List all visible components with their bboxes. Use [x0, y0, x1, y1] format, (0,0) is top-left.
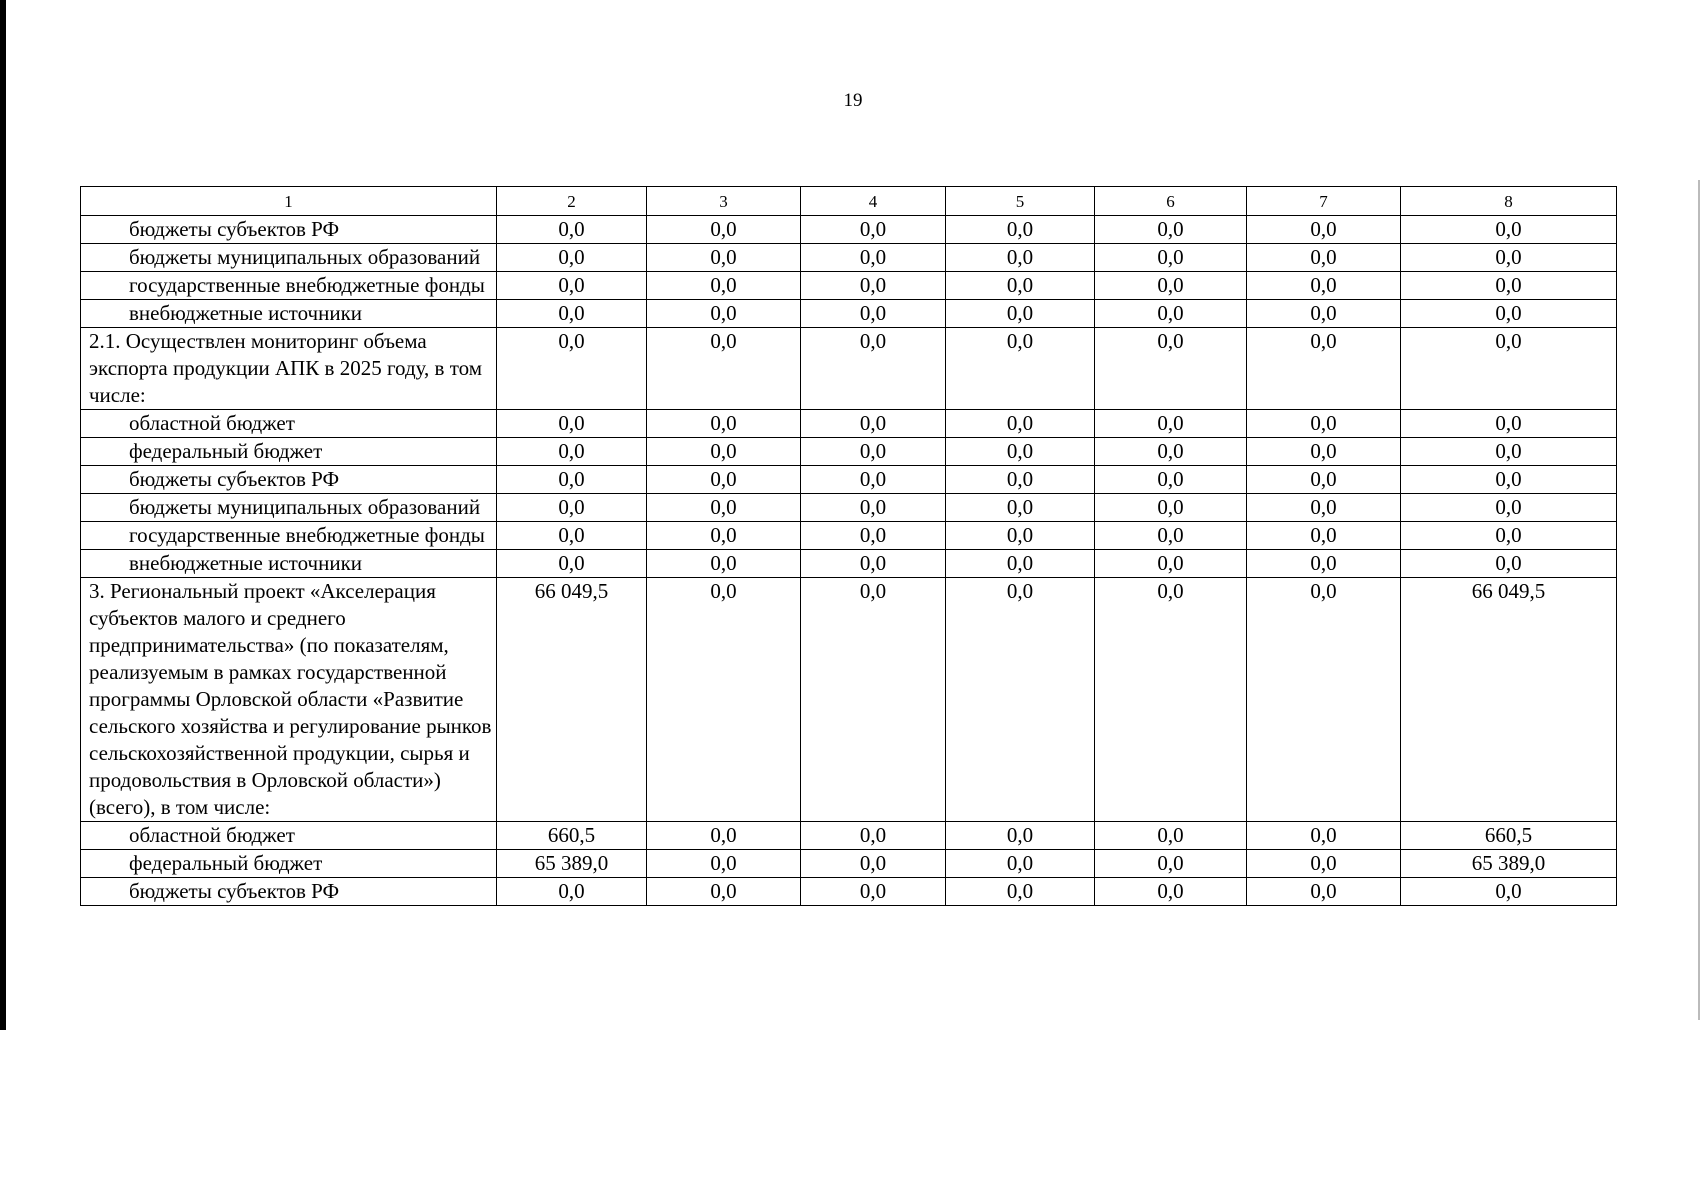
table-row — [81, 272, 1617, 300]
value-cell: 0,0 — [1095, 522, 1247, 550]
value-cell: 0,0 — [946, 550, 1095, 578]
value-cell: 0,0 — [497, 878, 647, 906]
value-cell: 660,5 — [1401, 822, 1617, 850]
value-cell: 0,0 — [647, 850, 801, 878]
value-cell: 0,0 — [946, 878, 1095, 906]
table-row — [81, 550, 1617, 578]
value-cell: 0,0 — [801, 494, 946, 522]
value-cell: 0,0 — [946, 466, 1095, 494]
value-cell: 0,0 — [801, 522, 946, 550]
value-cell: 0,0 — [1095, 494, 1247, 522]
value-cell: 0,0 — [497, 494, 647, 522]
value-cell: 0,0 — [1247, 578, 1401, 822]
table-row — [81, 328, 1617, 410]
value-cell: 0,0 — [1095, 216, 1247, 244]
row-label: бюджеты субъектов РФ — [81, 466, 497, 494]
column-header: 2 — [497, 187, 647, 216]
value-cell: 0,0 — [647, 522, 801, 550]
value-cell: 0,0 — [1095, 850, 1247, 878]
row-label: бюджеты муниципальных образований — [81, 244, 497, 272]
value-cell: 0,0 — [801, 438, 946, 466]
scan-edge-left — [0, 0, 6, 1030]
value-cell: 0,0 — [497, 466, 647, 494]
table-row — [81, 438, 1617, 466]
value-cell: 0,0 — [1247, 522, 1401, 550]
row-label: государственные внебюджетные фонды — [81, 272, 497, 300]
value-cell: 0,0 — [647, 410, 801, 438]
value-cell: 0,0 — [647, 244, 801, 272]
value-cell: 0,0 — [647, 300, 801, 328]
value-cell: 0,0 — [647, 216, 801, 244]
row-label: бюджеты субъектов РФ — [81, 216, 497, 244]
value-cell: 660,5 — [497, 822, 647, 850]
value-cell: 0,0 — [1095, 328, 1247, 410]
row-label: 3. Региональный проект «Акселерация субъектов малого и среднего предпринимательства» (по показателям, реализуемым в рамках государственной программы Орловской области «Развитие сельского хозяйства и регулирование рынков сельскохозяйственной продукции, сырья и продовольствия в Орловской области») (всего), в том числе: — [81, 578, 497, 822]
value-cell: 0,0 — [1095, 244, 1247, 272]
table-body — [81, 216, 1617, 906]
value-cell: 0,0 — [946, 822, 1095, 850]
value-cell: 0,0 — [801, 300, 946, 328]
value-cell: 0,0 — [1247, 410, 1401, 438]
value-cell: 0,0 — [801, 578, 946, 822]
value-cell: 0,0 — [1095, 822, 1247, 850]
value-cell: 0,0 — [1095, 272, 1247, 300]
value-cell: 0,0 — [1401, 244, 1617, 272]
value-cell: 0,0 — [1095, 550, 1247, 578]
value-cell: 0,0 — [946, 578, 1095, 822]
value-cell: 0,0 — [647, 438, 801, 466]
value-cell: 0,0 — [1401, 522, 1617, 550]
table-header-row — [81, 187, 1617, 216]
table-row — [81, 522, 1617, 550]
table-row — [81, 466, 1617, 494]
value-cell: 0,0 — [1095, 438, 1247, 466]
row-label: бюджеты субъектов РФ — [81, 878, 497, 906]
row-label: областной бюджет — [81, 410, 497, 438]
value-cell: 65 389,0 — [1401, 850, 1617, 878]
value-cell: 0,0 — [1401, 466, 1617, 494]
value-cell: 0,0 — [1247, 272, 1401, 300]
value-cell: 0,0 — [801, 850, 946, 878]
value-cell: 0,0 — [1247, 878, 1401, 906]
column-header: 5 — [946, 187, 1095, 216]
value-cell: 0,0 — [647, 550, 801, 578]
value-cell: 0,0 — [1095, 878, 1247, 906]
value-cell: 0,0 — [946, 438, 1095, 466]
value-cell: 0,0 — [1095, 410, 1247, 438]
column-header: 6 — [1095, 187, 1247, 216]
table-row — [81, 850, 1617, 878]
value-cell: 66 049,5 — [497, 578, 647, 822]
table-row — [81, 300, 1617, 328]
value-cell: 0,0 — [1401, 878, 1617, 906]
value-cell: 0,0 — [497, 410, 647, 438]
value-cell: 0,0 — [1247, 850, 1401, 878]
column-header: 7 — [1247, 187, 1401, 216]
value-cell: 0,0 — [801, 328, 946, 410]
value-cell: 0,0 — [946, 272, 1095, 300]
value-cell: 0,0 — [1247, 438, 1401, 466]
value-cell: 0,0 — [647, 466, 801, 494]
value-cell: 0,0 — [1401, 550, 1617, 578]
value-cell: 0,0 — [497, 244, 647, 272]
value-cell: 65 389,0 — [497, 850, 647, 878]
value-cell: 0,0 — [1247, 494, 1401, 522]
value-cell: 0,0 — [647, 822, 801, 850]
page-number: 19 — [843, 90, 863, 111]
scan-edge-right — [1698, 180, 1700, 1020]
table-row — [81, 578, 1617, 822]
value-cell: 0,0 — [1401, 216, 1617, 244]
row-label: 2.1. Осуществлен мониторинг объема экспорта продукции АПК в 2025 году, в том числе: — [81, 328, 497, 410]
value-cell: 0,0 — [1401, 410, 1617, 438]
value-cell: 0,0 — [1247, 550, 1401, 578]
value-cell: 0,0 — [497, 522, 647, 550]
value-cell: 0,0 — [1247, 216, 1401, 244]
row-label: бюджеты муниципальных образований — [81, 494, 497, 522]
value-cell: 0,0 — [801, 216, 946, 244]
value-cell: 0,0 — [801, 822, 946, 850]
value-cell: 0,0 — [1401, 328, 1617, 410]
value-cell: 0,0 — [801, 410, 946, 438]
row-label: федеральный бюджет — [81, 850, 497, 878]
value-cell: 0,0 — [801, 550, 946, 578]
value-cell: 0,0 — [946, 328, 1095, 410]
table-row — [81, 410, 1617, 438]
value-cell: 0,0 — [1095, 466, 1247, 494]
row-label: внебюджетные источники — [81, 300, 497, 328]
column-header: 8 — [1401, 187, 1617, 216]
budget-table — [80, 186, 1617, 906]
value-cell: 0,0 — [647, 878, 801, 906]
column-header: 1 — [81, 187, 497, 216]
value-cell: 0,0 — [647, 328, 801, 410]
value-cell: 0,0 — [497, 216, 647, 244]
table-row — [81, 494, 1617, 522]
value-cell: 0,0 — [946, 244, 1095, 272]
value-cell: 0,0 — [946, 300, 1095, 328]
row-label: федеральный бюджет — [81, 438, 497, 466]
value-cell: 0,0 — [1247, 466, 1401, 494]
value-cell: 0,0 — [946, 494, 1095, 522]
value-cell: 0,0 — [1401, 272, 1617, 300]
row-label: внебюджетные источники — [81, 550, 497, 578]
value-cell: 0,0 — [1247, 300, 1401, 328]
value-cell: 0,0 — [801, 466, 946, 494]
value-cell: 0,0 — [1401, 494, 1617, 522]
row-label: государственные внебюджетные фонды — [81, 522, 497, 550]
value-cell: 0,0 — [801, 244, 946, 272]
value-cell: 0,0 — [1401, 438, 1617, 466]
value-cell: 0,0 — [647, 494, 801, 522]
table-row — [81, 244, 1617, 272]
value-cell: 0,0 — [1095, 578, 1247, 822]
column-header: 3 — [647, 187, 801, 216]
value-cell: 0,0 — [1247, 244, 1401, 272]
value-cell: 0,0 — [497, 438, 647, 466]
value-cell: 0,0 — [497, 550, 647, 578]
value-cell: 0,0 — [647, 578, 801, 822]
value-cell: 0,0 — [1247, 328, 1401, 410]
value-cell: 0,0 — [801, 272, 946, 300]
column-header: 4 — [801, 187, 946, 216]
value-cell: 0,0 — [647, 272, 801, 300]
value-cell: 0,0 — [497, 272, 647, 300]
row-label: областной бюджет — [81, 822, 497, 850]
table-row — [81, 822, 1617, 850]
value-cell: 0,0 — [946, 522, 1095, 550]
value-cell: 0,0 — [946, 410, 1095, 438]
value-cell: 0,0 — [1247, 822, 1401, 850]
value-cell: 0,0 — [497, 300, 647, 328]
table-row — [81, 216, 1617, 244]
value-cell: 66 049,5 — [1401, 578, 1617, 822]
table-row — [81, 878, 1617, 906]
value-cell: 0,0 — [946, 216, 1095, 244]
value-cell: 0,0 — [801, 878, 946, 906]
value-cell: 0,0 — [497, 328, 647, 410]
value-cell: 0,0 — [1095, 300, 1247, 328]
value-cell: 0,0 — [1401, 300, 1617, 328]
value-cell: 0,0 — [946, 850, 1095, 878]
